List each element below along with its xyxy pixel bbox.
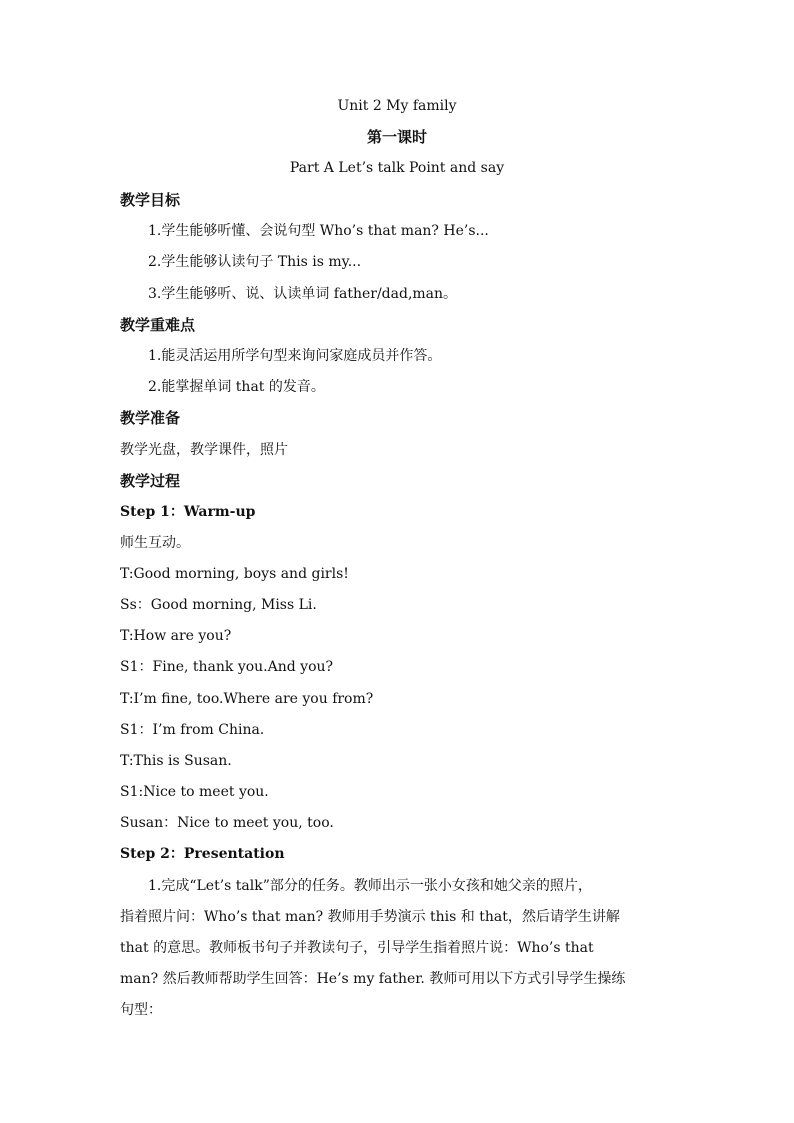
dialogue-line-6: S1：I’m from China. — [120, 722, 265, 738]
step2-paragraph-line-4: man? 然后教师帮助学生回答：He’s my father. 教师可用以下方式引导学生操练 — [120, 971, 626, 987]
dialogue-line-9: Susan：Nice to meet you, too. — [120, 815, 334, 831]
step2-title: Step 2：Presentation — [120, 846, 285, 862]
step1-title: Step 1：Warm-up — [120, 504, 256, 520]
dialogue-line-1: T:Good morning, boys and girls! — [120, 566, 349, 582]
step2-paragraph-line-5: 句型： — [120, 1002, 162, 1018]
dialogue-line-3: T:How are you? — [120, 628, 232, 644]
process-heading: 教学过程 — [120, 472, 181, 490]
objective-item-3: 3.学生能够听、说、认读单词 father/dad,man。 — [148, 286, 458, 302]
step2-paragraph-line-2: 指着照片问：Who’s that man? 教师用手势演示 this 和 that，然后请学生讲解 — [120, 909, 620, 925]
objective-item-2: 2.学生能够认读句子 This is my... — [148, 254, 362, 270]
step2-paragraph-line-1: 1.完成“Let’s talk”部分的任务。教师出示一张小女孩和她父亲的照片， — [148, 878, 592, 894]
part-title: Part A Let’s talk Point and say — [289, 160, 505, 176]
unit-title: Unit 2 My family — [337, 98, 457, 114]
lesson-title: 第一课时 — [366, 128, 427, 146]
step1-intro: 师生互动。 — [120, 535, 190, 551]
dialogue-line-8: S1:Nice to meet you. — [120, 784, 269, 800]
dialogue-line-5: T:I’m fine, too.Where are you from? — [120, 691, 374, 707]
key-point-item-2: 2.能掌握单词 that 的发音。 — [148, 379, 325, 395]
step2-paragraph-line-3: that 的意思。教师板书句子并教读句子，引导学生指着照片说：Who’s that — [120, 940, 594, 956]
objectives-heading: 教学目标 — [120, 191, 181, 209]
dialogue-line-2: Ss：Good morning, Miss Li. — [120, 597, 317, 613]
preparation-heading: 教学准备 — [120, 409, 181, 427]
preparation-text: 教学光盘，教学课件，照片 — [120, 442, 288, 458]
dialogue-line-4: S1：Fine, thank you.And you? — [120, 659, 334, 675]
key-point-item-1: 1.能灵活运用所学句型来询问家庭成员并作答。 — [148, 348, 442, 364]
key-points-heading: 教学重难点 — [120, 316, 196, 334]
dialogue-line-7: T:This is Susan. — [120, 753, 232, 769]
objective-item-1: 1.学生能够听懂、会说句型 Who’s that man? He’s... — [148, 223, 489, 239]
